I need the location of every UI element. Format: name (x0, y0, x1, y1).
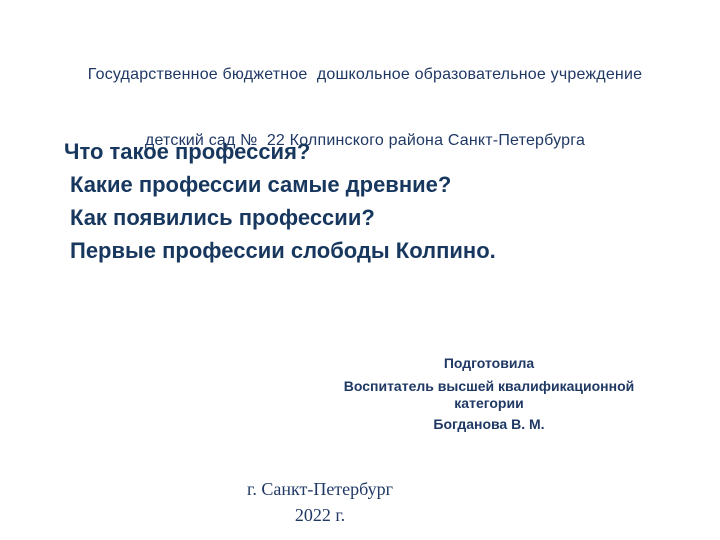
footer-block (0, 476, 640, 528)
institution-header-line-1: Государственное бюджетное дошкольное образовательное учреждение (87, 66, 643, 83)
credits-block (319, 355, 659, 433)
institution-header-line-2: детский сад № 22 Колпинского района Санкт-Петербурга (144, 132, 586, 149)
credits-role-line-1: Воспитатель высшей квалификационной (343, 378, 635, 394)
footer-city: г. Санкт-Петербург (246, 479, 394, 499)
title-questions-block (64, 135, 700, 267)
question-line-3: Как появились профессии? (70, 205, 375, 230)
credits-prepared-by: Подготовила (443, 355, 535, 371)
question-line-1: Что такое профессия? (64, 139, 311, 164)
credits-author: Богданова В. М. (433, 416, 545, 432)
question-line-4: Первые профессии слободы Колпино. (70, 238, 496, 263)
credits-role-line-2: категории (454, 395, 524, 411)
footer-year: 2022 г. (294, 505, 346, 525)
question-line-2: Какие профессии самые древние? (70, 172, 452, 197)
credits-role (319, 378, 659, 412)
